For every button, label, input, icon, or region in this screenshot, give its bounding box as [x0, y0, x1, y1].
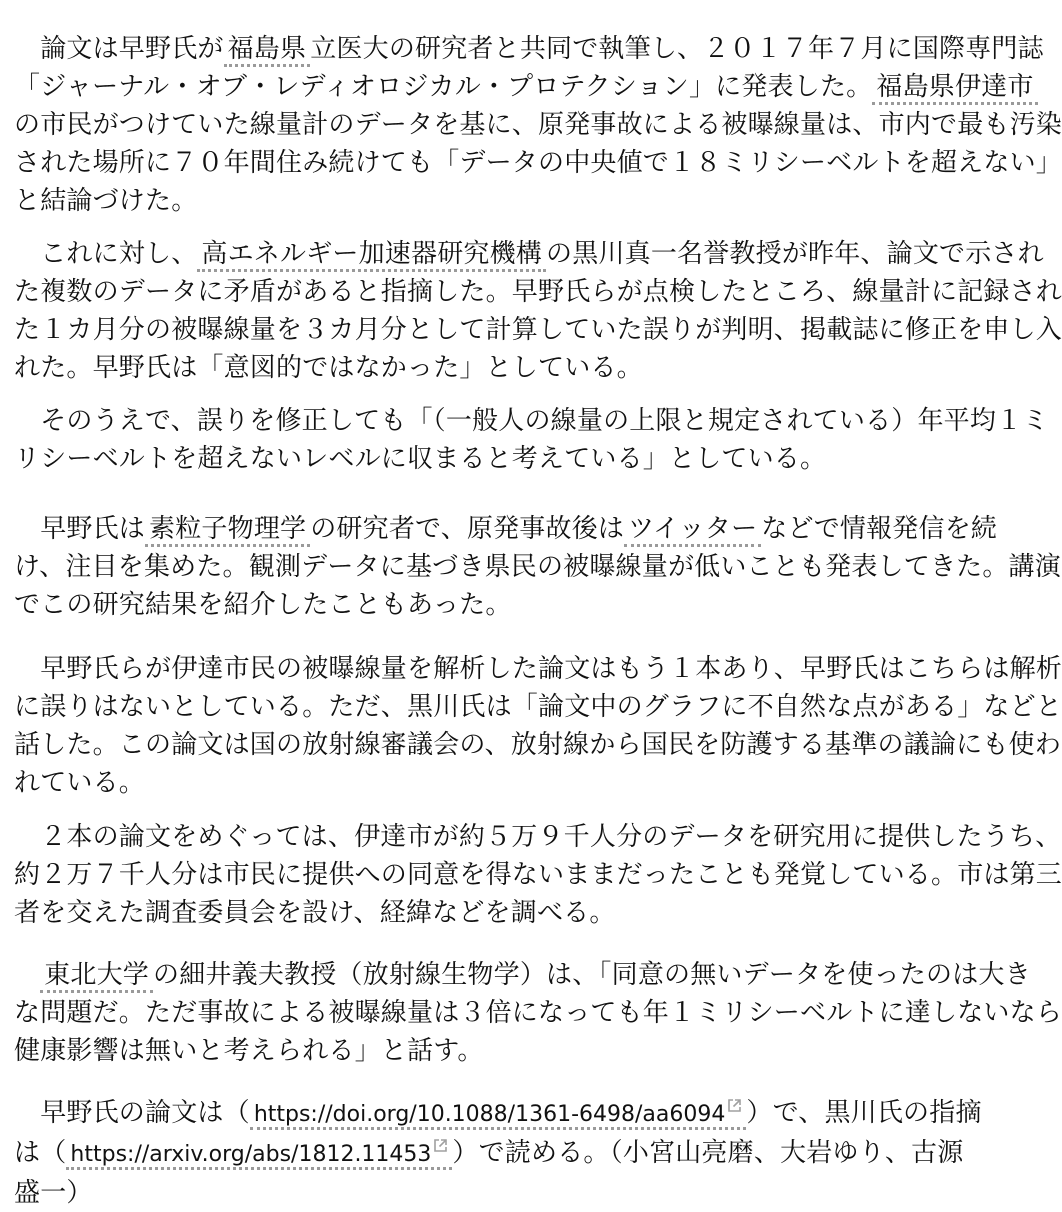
text-line [14, 650, 1062, 688]
text-segment: ）で、黒川氏の指摘 [746, 1098, 982, 1128]
keyword-link[interactable] [872, 72, 1037, 105]
text-line [14, 182, 954, 220]
paragraph [14, 818, 1062, 932]
text-line [14, 994, 1062, 1032]
link-text: https://arxiv.org/abs/1812.11453 [70, 1142, 432, 1167]
text-line [14, 818, 1062, 856]
link-text: ツイッター [628, 514, 758, 544]
text-line [14, 1174, 954, 1212]
text-segment: 約２万７千人分は市民に提供への同意を得ないままだったことも発覚している。市は第三 [14, 860, 1062, 890]
text-segment: け、注目を集めた。観測データに基づき県民の被曝線量が低いことも発表してきた。講演 [14, 552, 1061, 582]
text-segment: に誤りはないとしている。ただ、黒川氏は「論文中のグラフに不自然な点がある」などと [14, 692, 1062, 722]
link-text: https://doi.org/10.1088/1361-6498/aa6094 [253, 1102, 726, 1127]
link-text: 高エネルギー加速器研究機構 [201, 239, 543, 269]
text-segment: 「ジャーナル・オブ・レディオロジカル・プロテクション」に発表した。 [14, 72, 873, 102]
text-line [14, 311, 1062, 349]
text-segment: ）で読める。（小宮山亮磨、大岩ゆり、古源 [452, 1138, 964, 1168]
text-line [14, 956, 1031, 994]
text-line [14, 586, 954, 624]
keyword-link[interactable] [197, 239, 546, 272]
text-segment: そのうえで、誤りを修正しても「（一般人の線量の上限と規定されている）年平均１ミ [14, 406, 1049, 436]
keyword-link[interactable] [145, 514, 310, 547]
text-line [14, 68, 1034, 106]
link-text: 福島県伊達市 [876, 72, 1034, 102]
text-segment: などで情報発信を続 [761, 514, 998, 544]
text-line [14, 349, 954, 387]
keyword-link[interactable] [624, 514, 761, 547]
text-segment: 立医大の研究者と共同で執筆し、２０１７年７月に国際専門誌 [310, 34, 1044, 64]
text-line [14, 894, 954, 932]
text-line [14, 1032, 954, 1070]
text-segment: 早野氏らが伊達市民の被曝線量を解析した論文はもう１本あり、早野氏はこちらは解析 [14, 654, 1062, 684]
text-segment: 早野氏は [14, 514, 146, 544]
text-segment: れている。 [14, 768, 146, 798]
text-line [14, 106, 1062, 144]
text-line [14, 144, 1062, 182]
text-line [14, 688, 1062, 726]
text-segment: は（ [14, 1138, 67, 1168]
paragraph [14, 956, 1062, 1070]
paragraph [14, 235, 1062, 387]
text-segment: た１カ月分の被曝線量を３カ月分として計算していた誤りが判明、掲載誌に修正を申し入 [14, 315, 1062, 345]
text-segment: た複数のデータに矛盾があると指摘した。早野氏らが点検したところ、線量計に記録され [14, 277, 1062, 307]
text-segment: 健康影響は無いと考えられる」と話す。 [14, 1036, 484, 1066]
external-link-icon [433, 1138, 448, 1153]
paragraph [14, 1094, 982, 1212]
text-line [14, 548, 1061, 586]
text-line [14, 30, 1044, 68]
text-line [14, 726, 1061, 764]
text-segment: の市民がつけていた線量計のデータを基に、原発事故による被曝線量は、市内で最も汚染 [14, 110, 1062, 140]
text-segment: 論文は早野氏が [14, 34, 224, 64]
paragraph [14, 650, 1062, 802]
keyword-link[interactable] [224, 34, 311, 67]
text-segment: ２本の論文をめぐっては、伊達市が約５万９千人分のデータを研究用に提供したうち、 [14, 822, 1062, 852]
paragraph [14, 30, 1062, 220]
text-line [14, 235, 1044, 273]
text-segment: 早野氏の論文は（ [14, 1098, 250, 1128]
text-line [14, 1134, 964, 1174]
link-text: 福島県 [227, 34, 307, 64]
text-segment: された場所に７０年間住み続けても「データの中央値で１８ミリシーベルトを超えない」 [14, 148, 1062, 178]
text-segment: リシーベルトを超えないレベルに収まると考えている」としている。 [14, 444, 827, 474]
paragraph [14, 402, 1049, 478]
external-link-icon [727, 1098, 742, 1113]
text-line [14, 510, 998, 548]
text-line [14, 856, 1062, 894]
text-segment: 者を交えた調査委員会を設け、経緯などを調べる。 [14, 898, 616, 928]
keyword-link[interactable] [40, 960, 153, 993]
text-segment: な問題だ。ただ事故による被曝線量は３倍になっても年１ミリシーベルトに達しないなら [14, 998, 1062, 1028]
text-segment: の研究者で、原発事故後は [310, 514, 625, 544]
text-segment: の細井義夫教授（放射線生物学）は、「同意の無いデータを使ったのは大き [153, 960, 1031, 990]
url-link[interactable] [66, 1142, 452, 1170]
text-line [14, 440, 954, 478]
text-line [14, 764, 954, 802]
link-text: 素粒子物理学 [149, 514, 307, 544]
text-segment: 盛一） [14, 1178, 93, 1208]
text-segment: と結論づけた。 [14, 186, 198, 216]
paragraph [14, 510, 1061, 624]
text-line [14, 1094, 982, 1134]
text-line [14, 273, 1062, 311]
text-segment: れた。早野氏は「意図的ではなかった」としている。 [14, 353, 643, 383]
text-segment [14, 960, 40, 990]
url-link[interactable] [250, 1102, 747, 1130]
text-segment: でこの研究結果を紹介したこともあった。 [14, 590, 512, 620]
text-segment: の黒川真一名誉教授が昨年、論文で示され [546, 239, 1044, 269]
text-line [14, 402, 1049, 440]
link-text: 東北大学 [44, 960, 150, 990]
text-segment: 話した。この論文は国の放射線審議会の、放射線から国民を防護する基準の議論にも使わ [14, 730, 1061, 760]
text-segment: これに対し、 [14, 239, 198, 269]
